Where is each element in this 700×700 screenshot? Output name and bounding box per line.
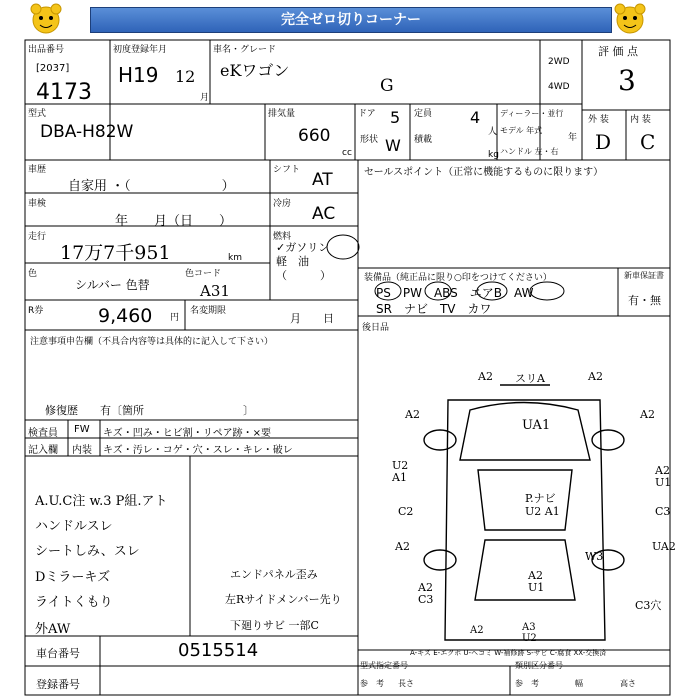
repair-history: 修復歴 有〔箇所 〕 xyxy=(45,404,254,417)
doors-value: 5 xyxy=(390,108,401,127)
warranty-value: 有・無 xyxy=(628,294,661,307)
inspection-label: 車検 xyxy=(28,199,47,209)
fuel-label: 燃料 xyxy=(273,232,292,242)
model-value: DBA-H82W xyxy=(40,122,134,142)
dmg-label: C3 xyxy=(655,505,671,518)
equipment-row-2: SR ナビ TV カワ xyxy=(376,302,492,316)
width-label: 幅 xyxy=(575,679,583,688)
person-unit: 人 xyxy=(488,127,498,137)
4wd-label: 4WD xyxy=(548,82,570,92)
grade: G xyxy=(380,76,394,96)
year-unit: 年 xyxy=(568,133,578,143)
dmg-label: A2 xyxy=(395,540,410,553)
inspector-label: 検査員 xyxy=(28,428,58,439)
interior-value: C xyxy=(640,130,656,154)
page-title: 完全ゼロ切りコーナー xyxy=(90,7,612,33)
dmg-label: P.ナビ U2 A1 xyxy=(525,492,560,518)
note-6: 外AW xyxy=(35,622,71,637)
naiso-label: 内装 xyxy=(72,445,92,456)
post-install-label: 後日品 xyxy=(362,323,390,333)
model-year-label: モデル 年式 xyxy=(500,126,543,135)
mileage-value: 17万7千951 xyxy=(60,242,171,264)
model-label: 型式 xyxy=(28,109,47,119)
entry-label: 記入欄 xyxy=(28,445,58,456)
capacity-value: 4 xyxy=(470,108,481,127)
dmg-label: A2 U1 xyxy=(528,569,545,594)
sales-point-label: セールスポイント（正常に機能するものに限ります） xyxy=(364,167,604,178)
history-value: 自家用 ・（ ） xyxy=(68,179,235,194)
inspection-value: 年 月（日 ） xyxy=(115,214,233,229)
dmg-label: UA1 xyxy=(522,418,551,433)
score-label: 評 価 点 xyxy=(598,45,638,58)
score-value: 3 xyxy=(618,64,636,97)
note-right-3: 下廻りサビ 一部C xyxy=(230,619,319,632)
note-3: シートしみ、スレ xyxy=(35,544,140,559)
note-right-2: 左Rサイドメンバー先り xyxy=(225,593,342,606)
displacement-value: 660 xyxy=(298,126,331,146)
km-unit: km xyxy=(228,253,242,263)
chassis-label: 車台番号 xyxy=(36,647,80,660)
dmg-label: UA2 xyxy=(652,540,676,553)
dmg-label: A2 C3 xyxy=(418,581,434,606)
month-unit: 月 xyxy=(200,93,210,103)
type-no-label: 型式指定番号 xyxy=(360,661,408,670)
length-label: 長さ xyxy=(398,679,414,688)
interior-label: 内 装 xyxy=(630,115,651,125)
recycle-label: R券 xyxy=(28,306,44,316)
dmg-label: スリA xyxy=(515,372,545,385)
name-change-label: 名変期限 xyxy=(190,306,227,316)
dealer-label: ディーラー・並行 xyxy=(500,109,564,118)
reg-year: H19 xyxy=(118,63,159,87)
chassis-value: 0515514 xyxy=(178,640,259,661)
reg-no-label: 登録番号 xyxy=(36,678,80,691)
displacement-label: 排気量 xyxy=(268,109,296,119)
lot-prefix: [2037] xyxy=(36,63,70,74)
dmg-label: A2 xyxy=(588,370,603,383)
mileage-label: 走行 xyxy=(28,232,47,242)
equipment-row-1: PS PW ABS エアB AW xyxy=(376,286,534,300)
color-code-label: 色コード xyxy=(185,269,222,279)
dmg-label: W3 xyxy=(585,550,604,563)
cc-unit: cc xyxy=(342,148,352,158)
reg-month: 12 xyxy=(175,67,196,86)
dmg-label: A2 xyxy=(470,625,484,636)
dmg-label: U2 A1 xyxy=(392,459,409,484)
shape-value: W xyxy=(385,136,401,155)
dmg-label: A2 xyxy=(478,370,493,383)
lot-number: 4173 xyxy=(36,80,92,105)
note-5: ライトくもり xyxy=(35,595,113,610)
exterior-label: 外 装 xyxy=(588,115,609,125)
dmg-label: C3穴 xyxy=(635,599,662,612)
dmg-label: A2 xyxy=(640,408,655,421)
note-right-1: エンドパネル歪み xyxy=(230,568,318,581)
lot-label: 出品番号 xyxy=(28,45,65,55)
legend: A-キズ E-エクボ U-ヘコミ W-補修跡 S-サビ C-腐食 XX-交換済 xyxy=(410,649,607,657)
shift-value: AT xyxy=(312,170,333,190)
height-label: 高さ xyxy=(620,679,636,688)
note-4: Dミラーキズ xyxy=(35,570,111,585)
warranty-label: 新車保証書 xyxy=(624,271,664,280)
shift-label: シフト xyxy=(273,165,301,175)
fw-options: キズ・凹み・ヒビ割・リペア跡・×要 xyxy=(103,428,271,439)
history-label: 車歴 xyxy=(28,165,47,175)
kg-unit: kg xyxy=(488,150,499,160)
color-value: シルバー 色替 xyxy=(75,278,150,292)
2wd-label: 2WD xyxy=(548,57,570,67)
equipment-label: 装備品（純正品に限り○印をつけてください） xyxy=(364,273,552,283)
name-change-value: 月 日 xyxy=(290,312,334,325)
shape-label: 形状 xyxy=(360,135,379,145)
dmg-label: C2 xyxy=(398,505,414,518)
note-1: A.U.C注 w.3 P組.アト xyxy=(35,494,168,509)
aircon-value: AC xyxy=(312,204,336,224)
ref-label-2: 参 考 xyxy=(515,679,539,688)
note-2: ハンドルスレ xyxy=(35,519,113,534)
ref-label: 参 考 xyxy=(360,679,384,688)
fw-label: FW xyxy=(74,424,90,435)
recycle-value: 9,460 xyxy=(98,305,153,327)
capacity-label: 定員 xyxy=(414,109,433,119)
dmg-label: A3 U2 xyxy=(522,622,537,644)
class-no-label: 類別区分番号 xyxy=(515,661,563,670)
naiso-options: キズ・汚レ・コゲ・穴・スレ・キレ・破レ xyxy=(103,445,293,456)
first-reg-label: 初度登録年月 xyxy=(113,45,168,55)
recycle-unit: 円 xyxy=(170,313,180,323)
car-name-label: 車名・グレード xyxy=(213,45,277,55)
dmg-label: A2 xyxy=(405,408,420,421)
color-code-value: A31 xyxy=(200,282,230,300)
color-label: 色 xyxy=(28,269,38,279)
exterior-value: D xyxy=(595,130,612,154)
aircon-label: 冷房 xyxy=(273,199,292,209)
notes-title: 注意事項申告欄（不具合内容等は具体的に記入して下さい） xyxy=(30,337,274,347)
doors-label: ドア xyxy=(358,109,376,119)
fuel-options: ✓ガソリン 軽 油 （ ） xyxy=(276,241,331,282)
dmg-label: A2 U1 xyxy=(655,464,672,489)
car-name: eKワゴン xyxy=(220,61,290,80)
handle-label: ハンドル 左・右 xyxy=(500,147,559,156)
load-label: 積載 xyxy=(414,135,433,145)
